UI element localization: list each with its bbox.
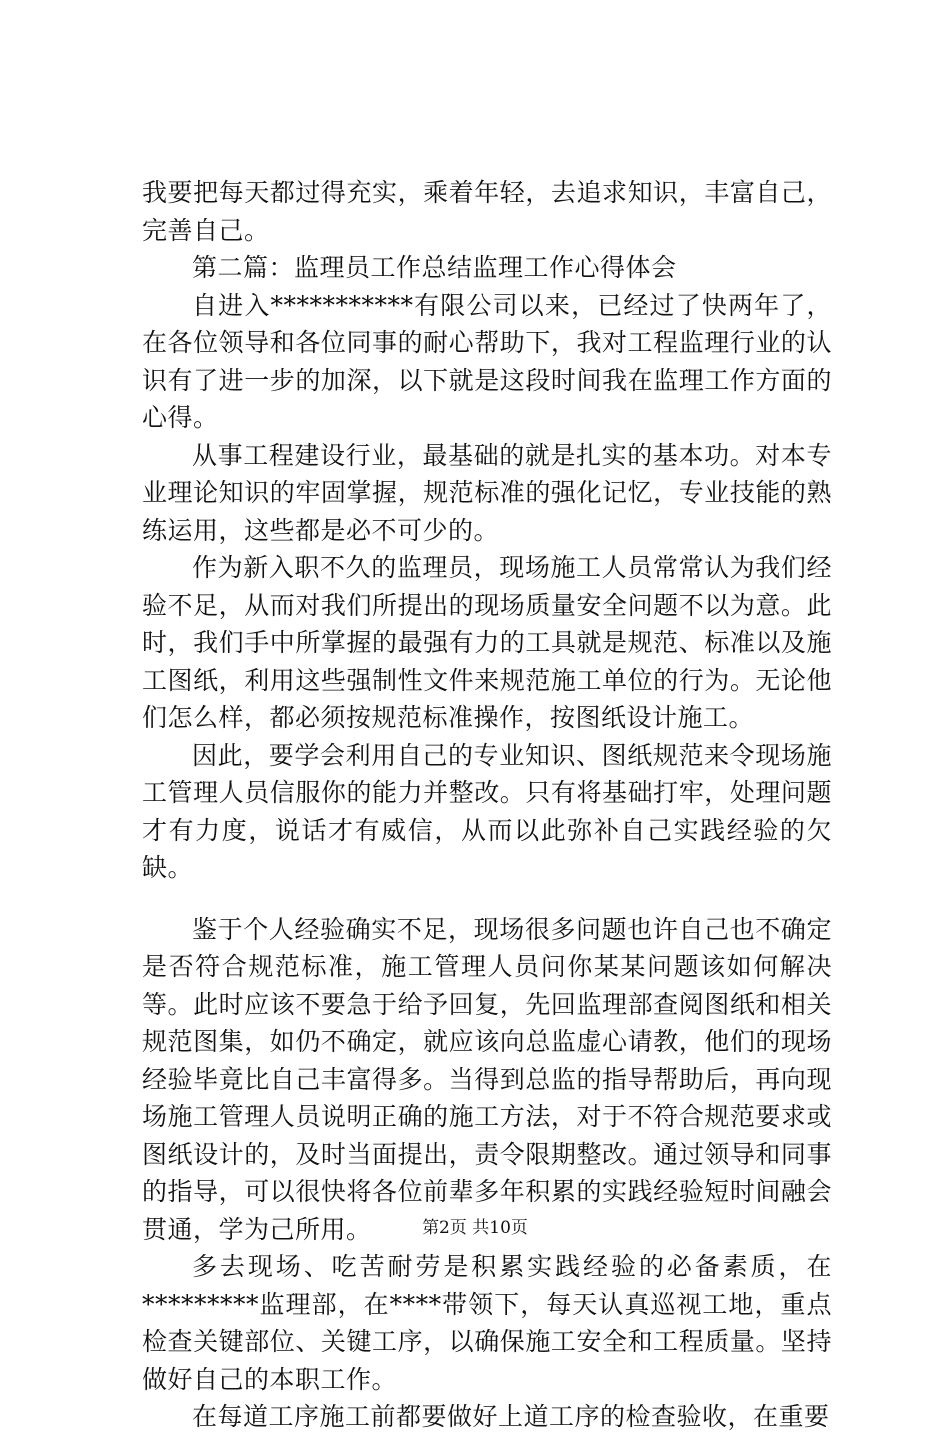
paragraph-continuation: 我要把每天都过得充实，乘着年轻，去追求知识，丰富自己，完善自己。 xyxy=(142,178,832,245)
paragraph: 因此，要学会利用自己的专业知识、图纸规范来令现场施工管理人员信服你的能力并整改。只有将基础打牢，处理问题才有力度，说话才有威信，从而以此弥补自己实践经验的欠缺。 xyxy=(142,740,832,882)
paragraph: 在每道工序施工前都要做好上道工序的检查验收，在重要 xyxy=(192,1402,830,1431)
paragraph: 作为新入职不久的监理员，现场施工人员常常认为我们经验不足，从而对我们所提出的现场质量安全问题不以为意。此时，我们手中所掌握的最强有力的工具就是规范、标准以及施工图纸，利用这些强制性文件来规范施工单位的行为。无论他们怎么样，都必须按规范标准操作，按图纸设计施工。 xyxy=(142,553,832,732)
paragraph: 自进入***********有限公司以来，已经过了快两年了，在各位领导和各位同事的耐心帮助下，我对工程监理行业的认识有了进一步的加深，以下就是这段时间我在监理工作方面的心得。 xyxy=(142,290,832,432)
page-number-footer: 第2页 共10页 xyxy=(422,1218,528,1238)
paragraph: 多去现场、吃苦耐劳是积累实践经验的必备素质，在*********监理部，在****带领下，每天认真巡视工地，重点检查关键部位、关键工序，以确保施工安全和工程质量。坚持做好自己的本职工作。 xyxy=(142,1252,832,1394)
paragraph: 鉴于个人经验确实不足，现场很多问题也许自己也不确定是否符合规范标准，施工管理人员问你某某问题该如何解决等。此时应该不要急于给予回复，先回监理部查阅图纸和相关规范图集，如仍不确定，就应该向总监虚心请教，他们的现场经验毕竟比自己丰富得多。当得到总监的指导帮助后，再向现场施工管理人员说明正确的施工方法，对于不符合规范要求或图纸设计的，及时当面提出，责令限期整改。通过领导和同事的指导，可以很快将各位前辈多年积累的实践经验短时间融会贯通，学为己所用。 xyxy=(142,914,832,1244)
paragraph: 从事工程建设行业，最基础的就是扎实的基本功。对本专业理论知识的牢固掌握，规范标准的强化记忆，专业技能的熟练运用，这些都是必不可少的。 xyxy=(142,440,832,545)
document-body xyxy=(142,174,832,1436)
section-heading: 第二篇：监理员工作总结监理工作心得体会 xyxy=(192,253,677,282)
